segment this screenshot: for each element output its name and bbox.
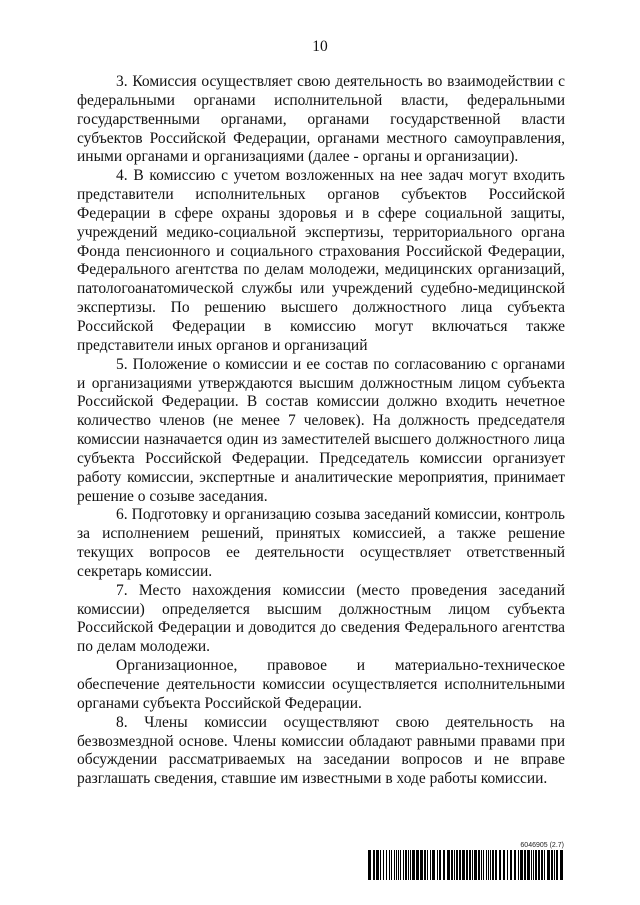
page-number: 10: [312, 38, 328, 55]
barcode-bar: [527, 850, 530, 880]
document-code: 6046905 (2.7): [520, 842, 564, 849]
paragraph-item-4: 4. В комиссию с учетом возложенных на нее задач могут входить представители исполнительных органов субъектов Российской Федерации в сфере охраны здоровья и в сфере социальной защиты, учреждений медико-социальной экспертизы, территориального органа Фонда пенсионного и социального страхования Российской Федерации, Федерального агентства по делам молодежи, медицинских организаций, патологоанатомической службы или учреждений судебно-медицинской экспертизы. По решению высшего должностного лица субъекта Российской Федерации в комиссию могут включаться также представители иных органов и организаций: [77, 167, 565, 354]
barcode-bar: [368, 850, 371, 880]
barcode-bar: [432, 850, 435, 880]
barcode-bar: [403, 850, 404, 880]
barcode-bar: [416, 850, 419, 880]
barcode-bar: [386, 850, 387, 880]
barcode-bar: [380, 850, 381, 880]
document-body: [77, 73, 565, 789]
barcode-bar: [408, 850, 409, 880]
barcode-bar: [443, 850, 445, 880]
barcode-bar: [507, 850, 508, 880]
barcode-bar: [472, 850, 473, 880]
barcode-bar: [547, 850, 550, 880]
barcode-bar: [481, 850, 482, 880]
barcode-bar: [456, 850, 458, 880]
barcode-bar: [478, 850, 480, 880]
barcode-bar: [554, 850, 555, 880]
barcode-bar: [514, 850, 516, 880]
barcode-bar: [524, 850, 526, 880]
barcode-bar: [488, 850, 489, 880]
paragraph-item-3: 3. Комиссия осуществляет свою деятельность во взаимодействии с федеральными органами исполнительной власти, федеральными государственными органами, органами государственной власти субъектов Российской Федерации, органами местного самоуправления, иными органами и организациями (далее - органы и организации).: [77, 73, 565, 166]
barcode-bar: [373, 850, 375, 880]
barcode-bar: [400, 850, 401, 880]
barcode-bar: [499, 850, 501, 880]
barcode-bar: [510, 850, 512, 880]
barcode-bar: [531, 850, 532, 880]
paragraph-item-7: 7. Место нахождения комиссии (место проведения заседаний комиссии) определяется высшим должностным лицом субъекта Российской Федерации и доводится до сведения Федерального агентства по делам молодежи.: [77, 581, 565, 656]
barcode-bar: [459, 850, 461, 880]
barcode-bar: [486, 850, 487, 880]
barcode-bar: [492, 850, 494, 880]
barcode-bar: [544, 850, 545, 880]
barcode-bar: [412, 850, 415, 880]
barcode: [368, 850, 564, 880]
barcode-bar: [394, 850, 395, 880]
barcode-bar: [556, 850, 558, 880]
barcode-bar: [405, 850, 407, 880]
paragraph-item-5: 5. Положение о комиссии и ее состав по согласованию с органами и организациями утверждаются высшим должностным лицом субъекта Российской Федерации. В состав комиссии должно входить нечетное количество членов (не менее 7 человек). На должность председателя комиссии назначается один из заместителей высшего должностного лица субъекта Российской Федерации. Председатель комиссии организует работу комиссии, экспертные и аналитические мероприятия, принимает решение о созыве заседания.: [77, 355, 565, 505]
barcode-bar: [410, 850, 411, 880]
barcode-bar: [469, 850, 471, 880]
barcode-bar: [451, 850, 453, 880]
barcode-bar: [376, 850, 379, 880]
barcode-bar: [430, 850, 431, 880]
barcode-bar: [437, 850, 438, 880]
barcode-bar: [541, 850, 543, 880]
barcode-bar: [503, 850, 505, 880]
barcode-bar: [518, 850, 519, 880]
barcode-bar: [447, 850, 450, 880]
barcode-bar: [462, 850, 465, 880]
barcode-bar: [389, 850, 390, 880]
barcode-bar: [483, 850, 484, 880]
barcode-bar: [533, 850, 534, 880]
barcode-bar: [560, 850, 563, 880]
barcode-bar: [551, 850, 553, 880]
barcode-bar: [383, 850, 384, 880]
barcode-bar: [495, 850, 497, 880]
paragraph-item-6: 6. Подготовку и организацию созыва заседаний комиссии, контроль за исполнением решений, принятых комиссией, а также решение текущих вопросов ее деятельности осуществляет ответственный секретарь комиссии.: [77, 506, 565, 580]
paragraph-support: Организационное, правовое и материально-техническое обеспечение деятельности комиссии осуществляется исполнительными органами субъекта Российской Федерации.: [77, 657, 565, 712]
barcode-bar: [520, 850, 523, 880]
barcode-bar: [424, 850, 426, 880]
barcode-bar: [535, 850, 537, 880]
barcode-bar: [538, 850, 540, 880]
barcode-bar: [439, 850, 441, 880]
barcode-bar: [454, 850, 455, 880]
barcode-bar: [396, 850, 397, 880]
paragraph-item-8: 8. Члены комиссии осуществляют свою деятельность на безвозмездной основе. Члены комиссии обладают равными правами при обсуждении рассматриваемых на заседании вопросов и не вправе разглашать сведения, ставшие им известными в ходе работы комиссии.: [77, 713, 565, 788]
barcode-bar: [474, 850, 477, 880]
barcode-bar: [398, 850, 399, 880]
barcode-bar: [420, 850, 423, 880]
barcode-bar: [427, 850, 428, 880]
barcode-bar: [391, 850, 392, 880]
barcode-bar: [466, 850, 468, 880]
barcode-bar: [490, 850, 491, 880]
